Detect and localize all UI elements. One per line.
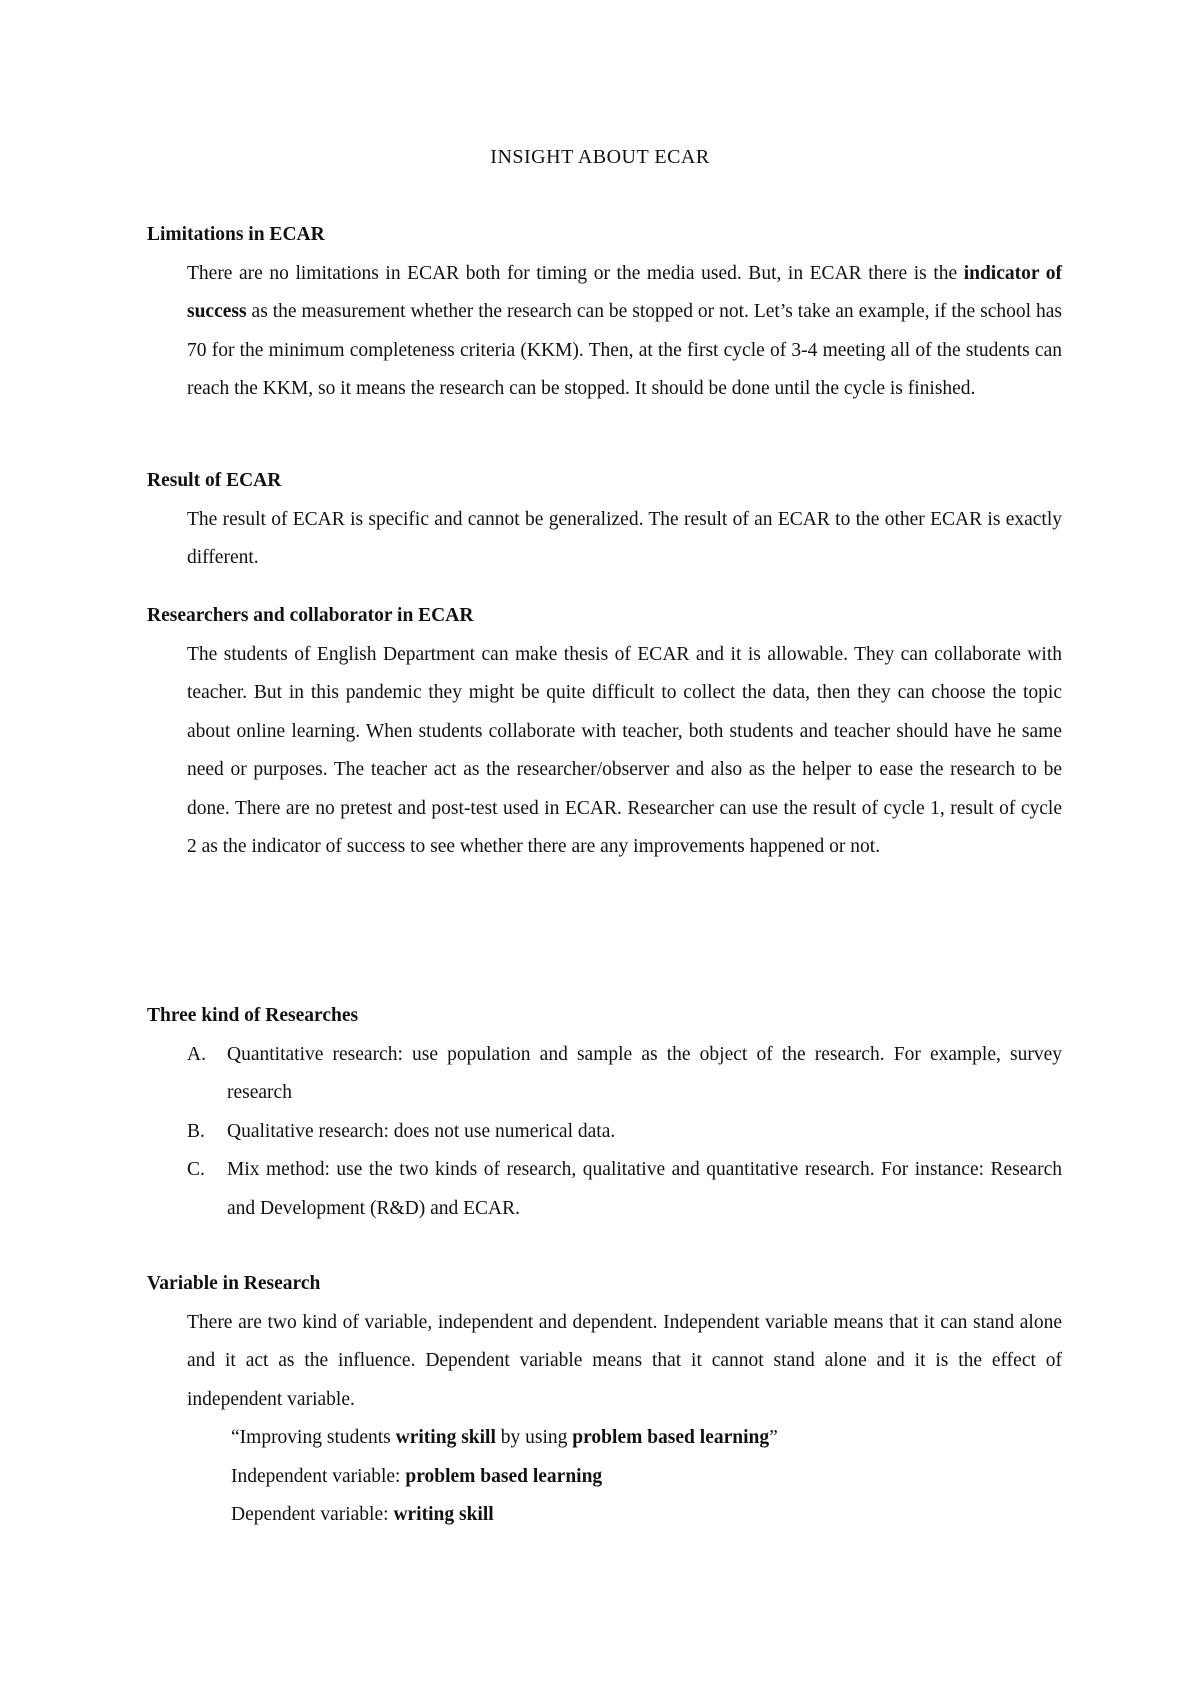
section-researchers [147,597,1062,867]
section-result [147,462,1062,578]
independent-variable-line [231,1458,1062,1497]
section-variable [147,1265,1062,1535]
list-marker: A. [187,1043,206,1065]
section-body-variable: There are two kind of variable, independent and dependent. Independent variable means that it can stand alone and it act as the influence. Dependent variable means that it cannot stand alone and it is the effect of independent variable. [187,1311,1062,1410]
quote-bold-writing-skill: writing skill [395,1427,496,1448]
list-item-text: Qualitative research: does not use numerical data. [227,1120,616,1142]
list-item [147,1113,1062,1152]
research-kinds-list [147,1036,1062,1229]
section-heading-result: Result of ECAR [147,470,282,491]
section-heading-researchers: Researchers and collaborator in ECAR [147,605,474,626]
independent-label: Independent variable: [231,1465,401,1487]
dependent-variable-line [231,1496,1062,1535]
limitations-text-part1: There are no limitations in ECAR both for timing or the media used. But, in ECAR there is the [187,262,958,284]
section-heading-variable: Variable in Research [147,1273,321,1294]
list-item-text: Quantitative research: use population and sample as the object of the research. For example, survey research [227,1043,1062,1103]
section-heading-limitations: Limitations in ECAR [147,224,325,245]
list-item [147,1036,1062,1113]
list-item [147,1151,1062,1228]
section-heading-three-kinds: Three kind of Researches [147,1005,359,1026]
dependent-label: Dependent variable: [231,1504,389,1525]
section-body-limitations [147,255,1062,409]
independent-value: problem based learning [405,1465,603,1487]
section-three-kinds [147,997,1062,1228]
section-body-result: The result of ECAR is specific and cannot be generalized. The result of an ECAR to the other ECAR is exactly different. [187,508,1062,568]
quote-close: ” [769,1427,778,1448]
document-title: INSIGHT ABOUT ECAR [490,146,710,168]
dependent-value: writing skill [393,1504,494,1525]
variable-example [147,1419,1062,1535]
quote-mid: by using [500,1427,568,1448]
list-marker: C. [187,1159,205,1180]
quote-bold-problem-based: problem based learning [572,1427,770,1448]
limitations-text-part2: as the measurement whether the research can be stopped or not. Let’s take an example, if the school has 70 for the minimum completeness criteria (KKM). Then, at the first cycle of 3-4 meeting all of the students can reach the KKM, so it means the research can be stopped. It should be done until the cycle is finished. [187,301,1063,399]
quote-open: “Improving students [231,1427,391,1448]
example-quote [231,1419,1062,1458]
section-body-researchers: The students of English Department can make thesis of ECAR and it is allowable. They can collaborate with teacher. But in this pandemic they might be quite difficult to collect the data, then they can choose the topic about online learning. When students collaborate with teacher, both students and teacher should have he same need or purposes. The teacher act as the researcher/observer and also as the helper to ease the research to be done. There are no pretest and post-test used in ECAR. Researcher can use the result of cycle 1, result of cycle 2 as the indicator of success to see whether there are any improvements happened or not. [187,643,1062,857]
section-limitations [147,216,1062,409]
list-marker: B. [187,1120,205,1142]
list-item-text: Mix method: use the two kinds of research, qualitative and quantitative research. For instance: Research and Development (R&D) and ECAR. [227,1159,1062,1219]
limitations-text-bold: indicator of success [187,262,1062,322]
